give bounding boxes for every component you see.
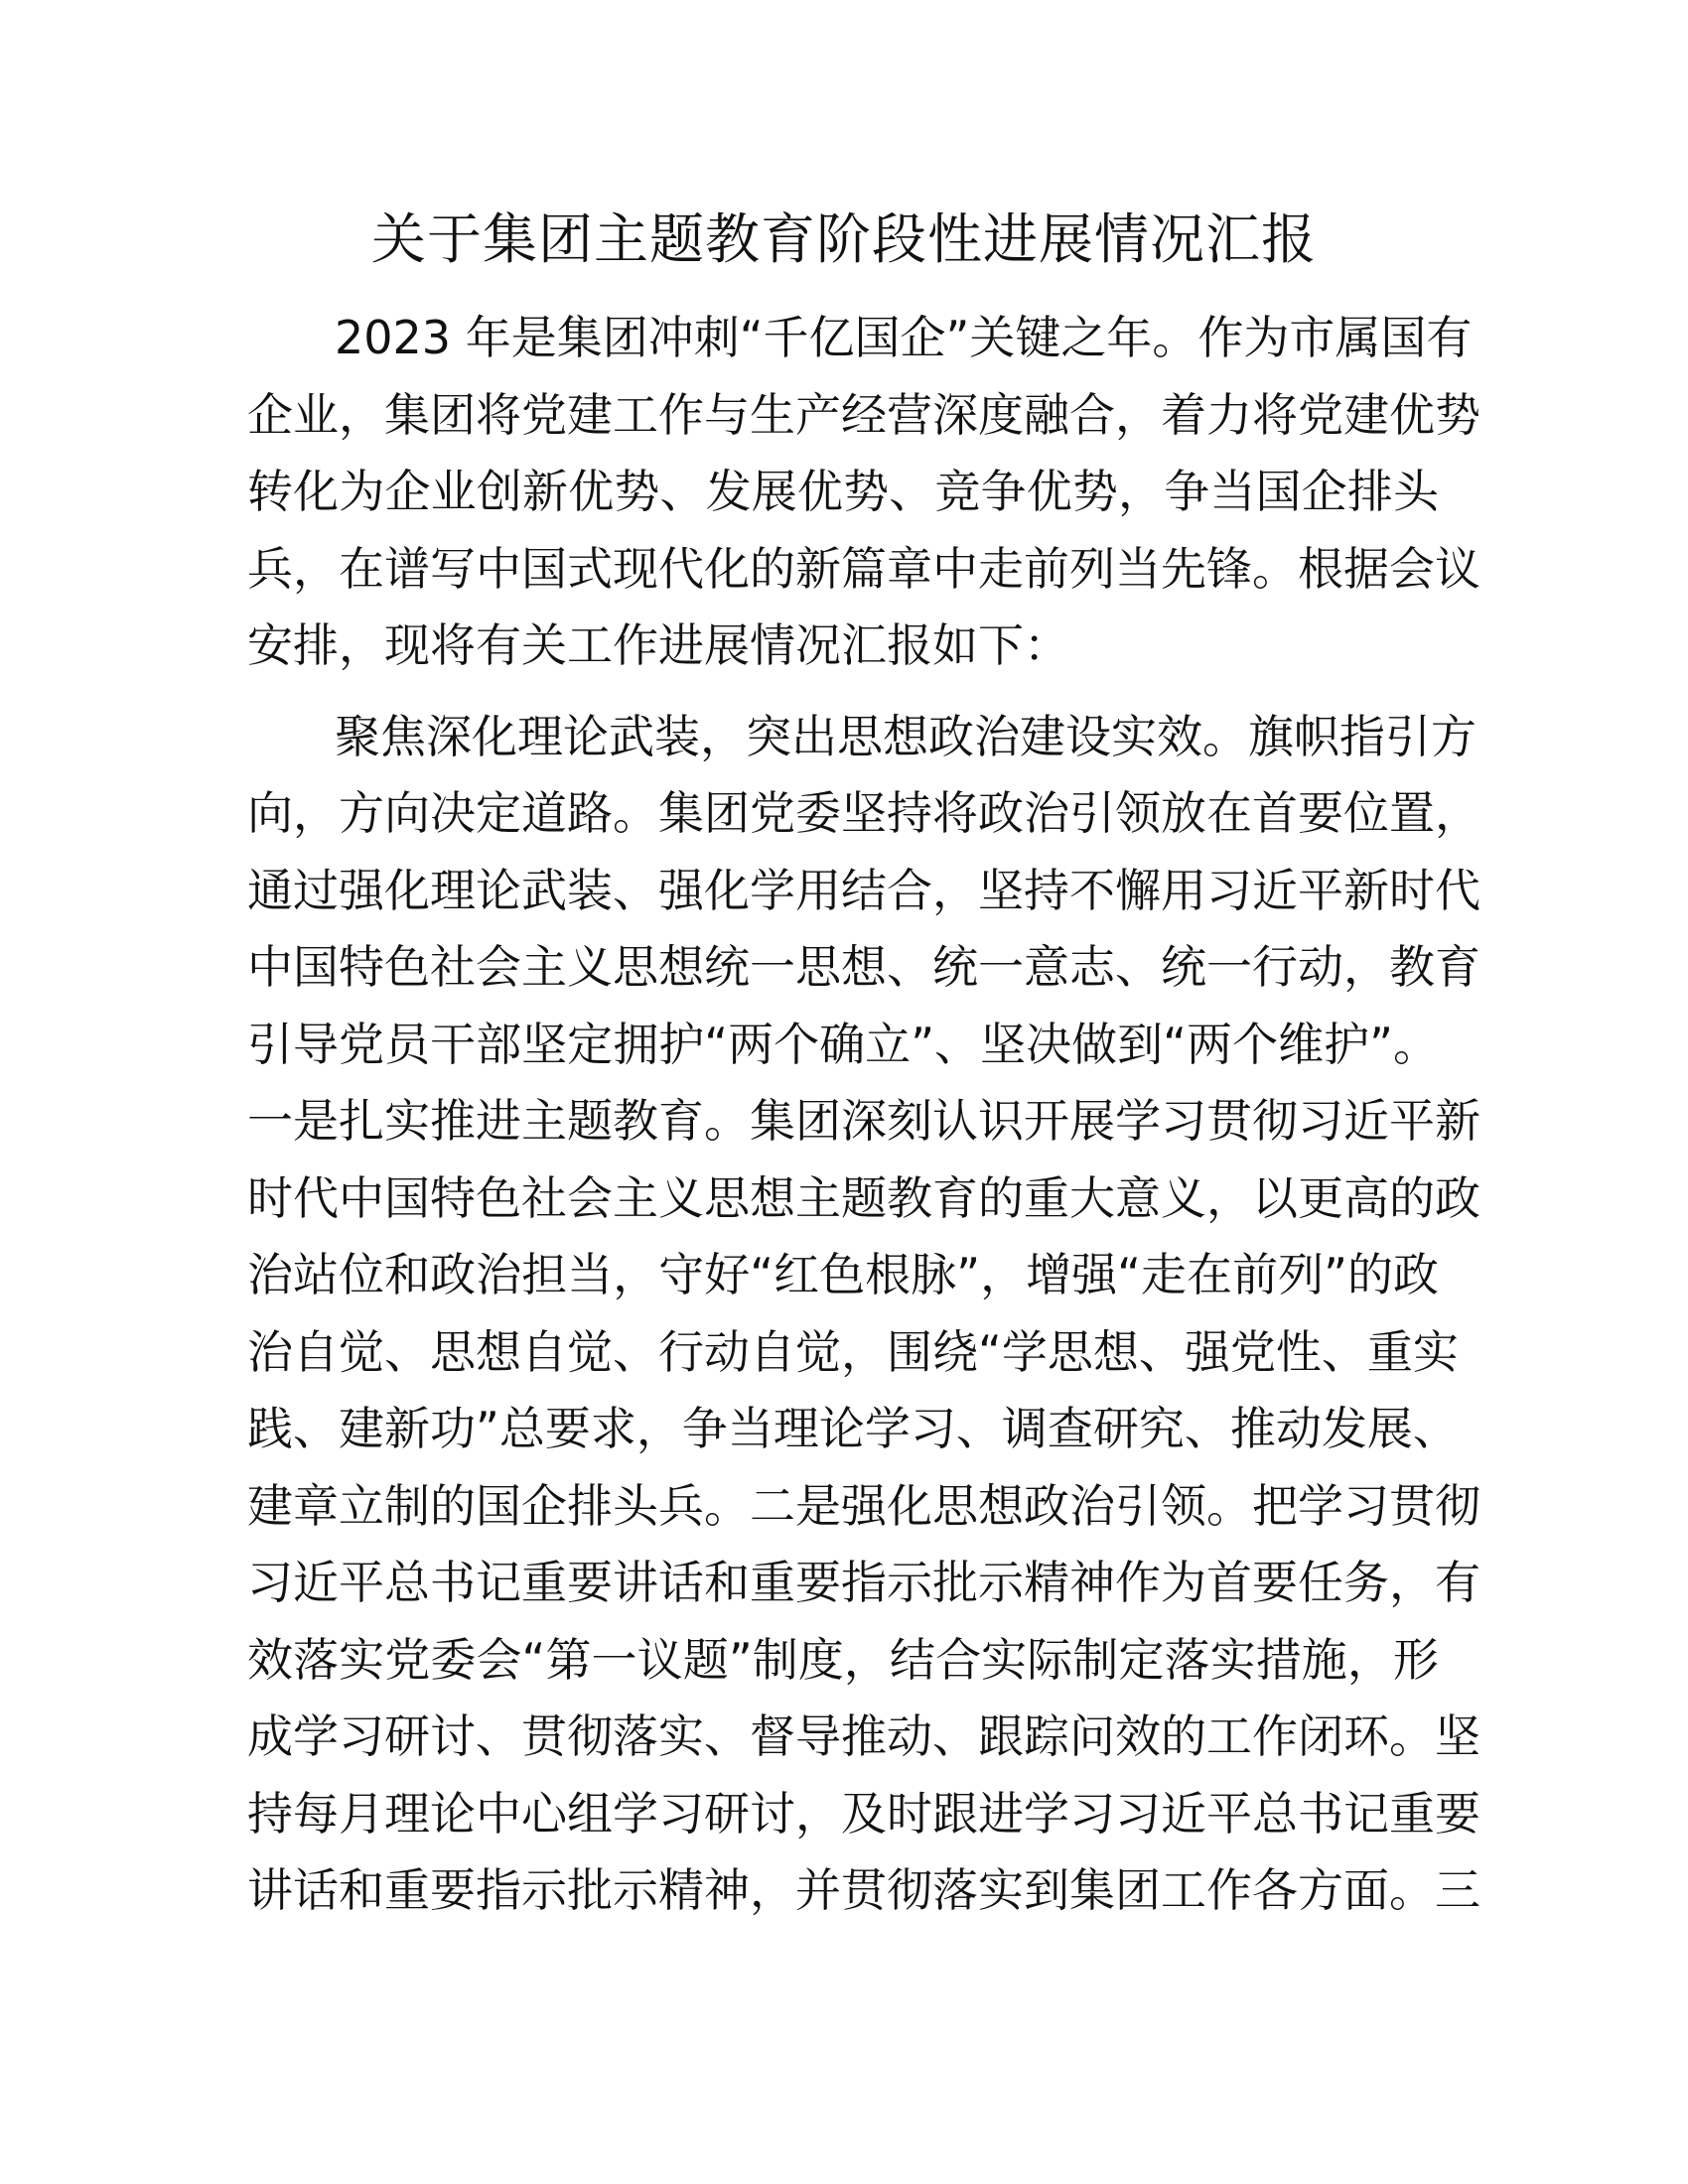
paragraph-line: 中国特色社会主义思想统一思想、统一意志、统一行动，教育 (247, 940, 1480, 994)
paragraph-line: 践、建新功”总要求，争当理论学习、调查研究、推动发展、 (247, 1402, 1459, 1455)
paragraph-line: 效落实党委会“第一议题”制度，结合实际制定落实措施，形 (247, 1632, 1439, 1687)
paragraph-line: 2023 年是集团冲刺“千亿国企”关键之年。作为市属国有 (335, 311, 1473, 364)
paragraph-intro (247, 300, 1480, 685)
paragraph-line: 持每月理论中心组学习研讨，及时跟进学习习近平总书记重要 (247, 1786, 1480, 1841)
paragraph-line: 习近平总书记重要讲话和重要指示批示精神作为首要任务，有 (247, 1556, 1480, 1609)
paragraph-line: 时代中国特色社会主义思想主题教育的重大意义，以更高的政 (247, 1170, 1480, 1225)
paragraph-line: 治自觉、思想自觉、行动自觉，围绕“学思想、强党性、重实 (247, 1324, 1459, 1379)
paragraph-line: 成学习研讨、贯彻落实、督导推动、跟踪问效的工作闭环。坚 (247, 1709, 1480, 1763)
paragraph-line: 讲话和重要指示批示精神，并贯彻落实到集团工作各方面。三 (247, 1863, 1480, 1917)
paragraph-line: 安排，现将有关工作进展情况汇报如下： (247, 618, 1069, 672)
paragraph-theory (247, 699, 1480, 1930)
paragraph-line: 企业，集团将党建工作与生产经营深度融合，着力将党建优势 (247, 387, 1480, 442)
paragraph-line: 转化为企业创新优势、发展优势、竞争优势，争当国企排头 (247, 465, 1439, 518)
paragraph-line: 聚焦深化理论武装，突出思想政治建设实效。旗帜指引方 (335, 709, 1477, 763)
document-body (247, 300, 1480, 1930)
paragraph-line: 兵，在谱写中国式现代化的新篇章中走前列当先锋。根据会议 (247, 541, 1480, 596)
document-title: 关于集团主题教育阶段性进展情况汇报 (370, 207, 1317, 271)
paragraph-line: 建章立制的国企排头兵。二是强化思想政治引领。把学习贯彻 (247, 1478, 1480, 1533)
paragraph-line: 通过强化理论武装、强化学用结合，坚持不懈用习近平新时代 (247, 863, 1480, 917)
paragraph-line: 治站位和政治担当，守好“红色根脉”，增强“走在前列”的政 (247, 1248, 1439, 1301)
paragraph-line: 向，方向决定道路。集团党委坚持将政治引领放在首要位置， (247, 786, 1480, 840)
paragraph-line: 一是扎实推进主题教育。集团深刻认识开展学习贯彻习近平新 (247, 1094, 1480, 1148)
paragraph-line: 引导党员干部坚定拥护“两个确立”、坚决做到“两个维护”。 (247, 1017, 1439, 1071)
